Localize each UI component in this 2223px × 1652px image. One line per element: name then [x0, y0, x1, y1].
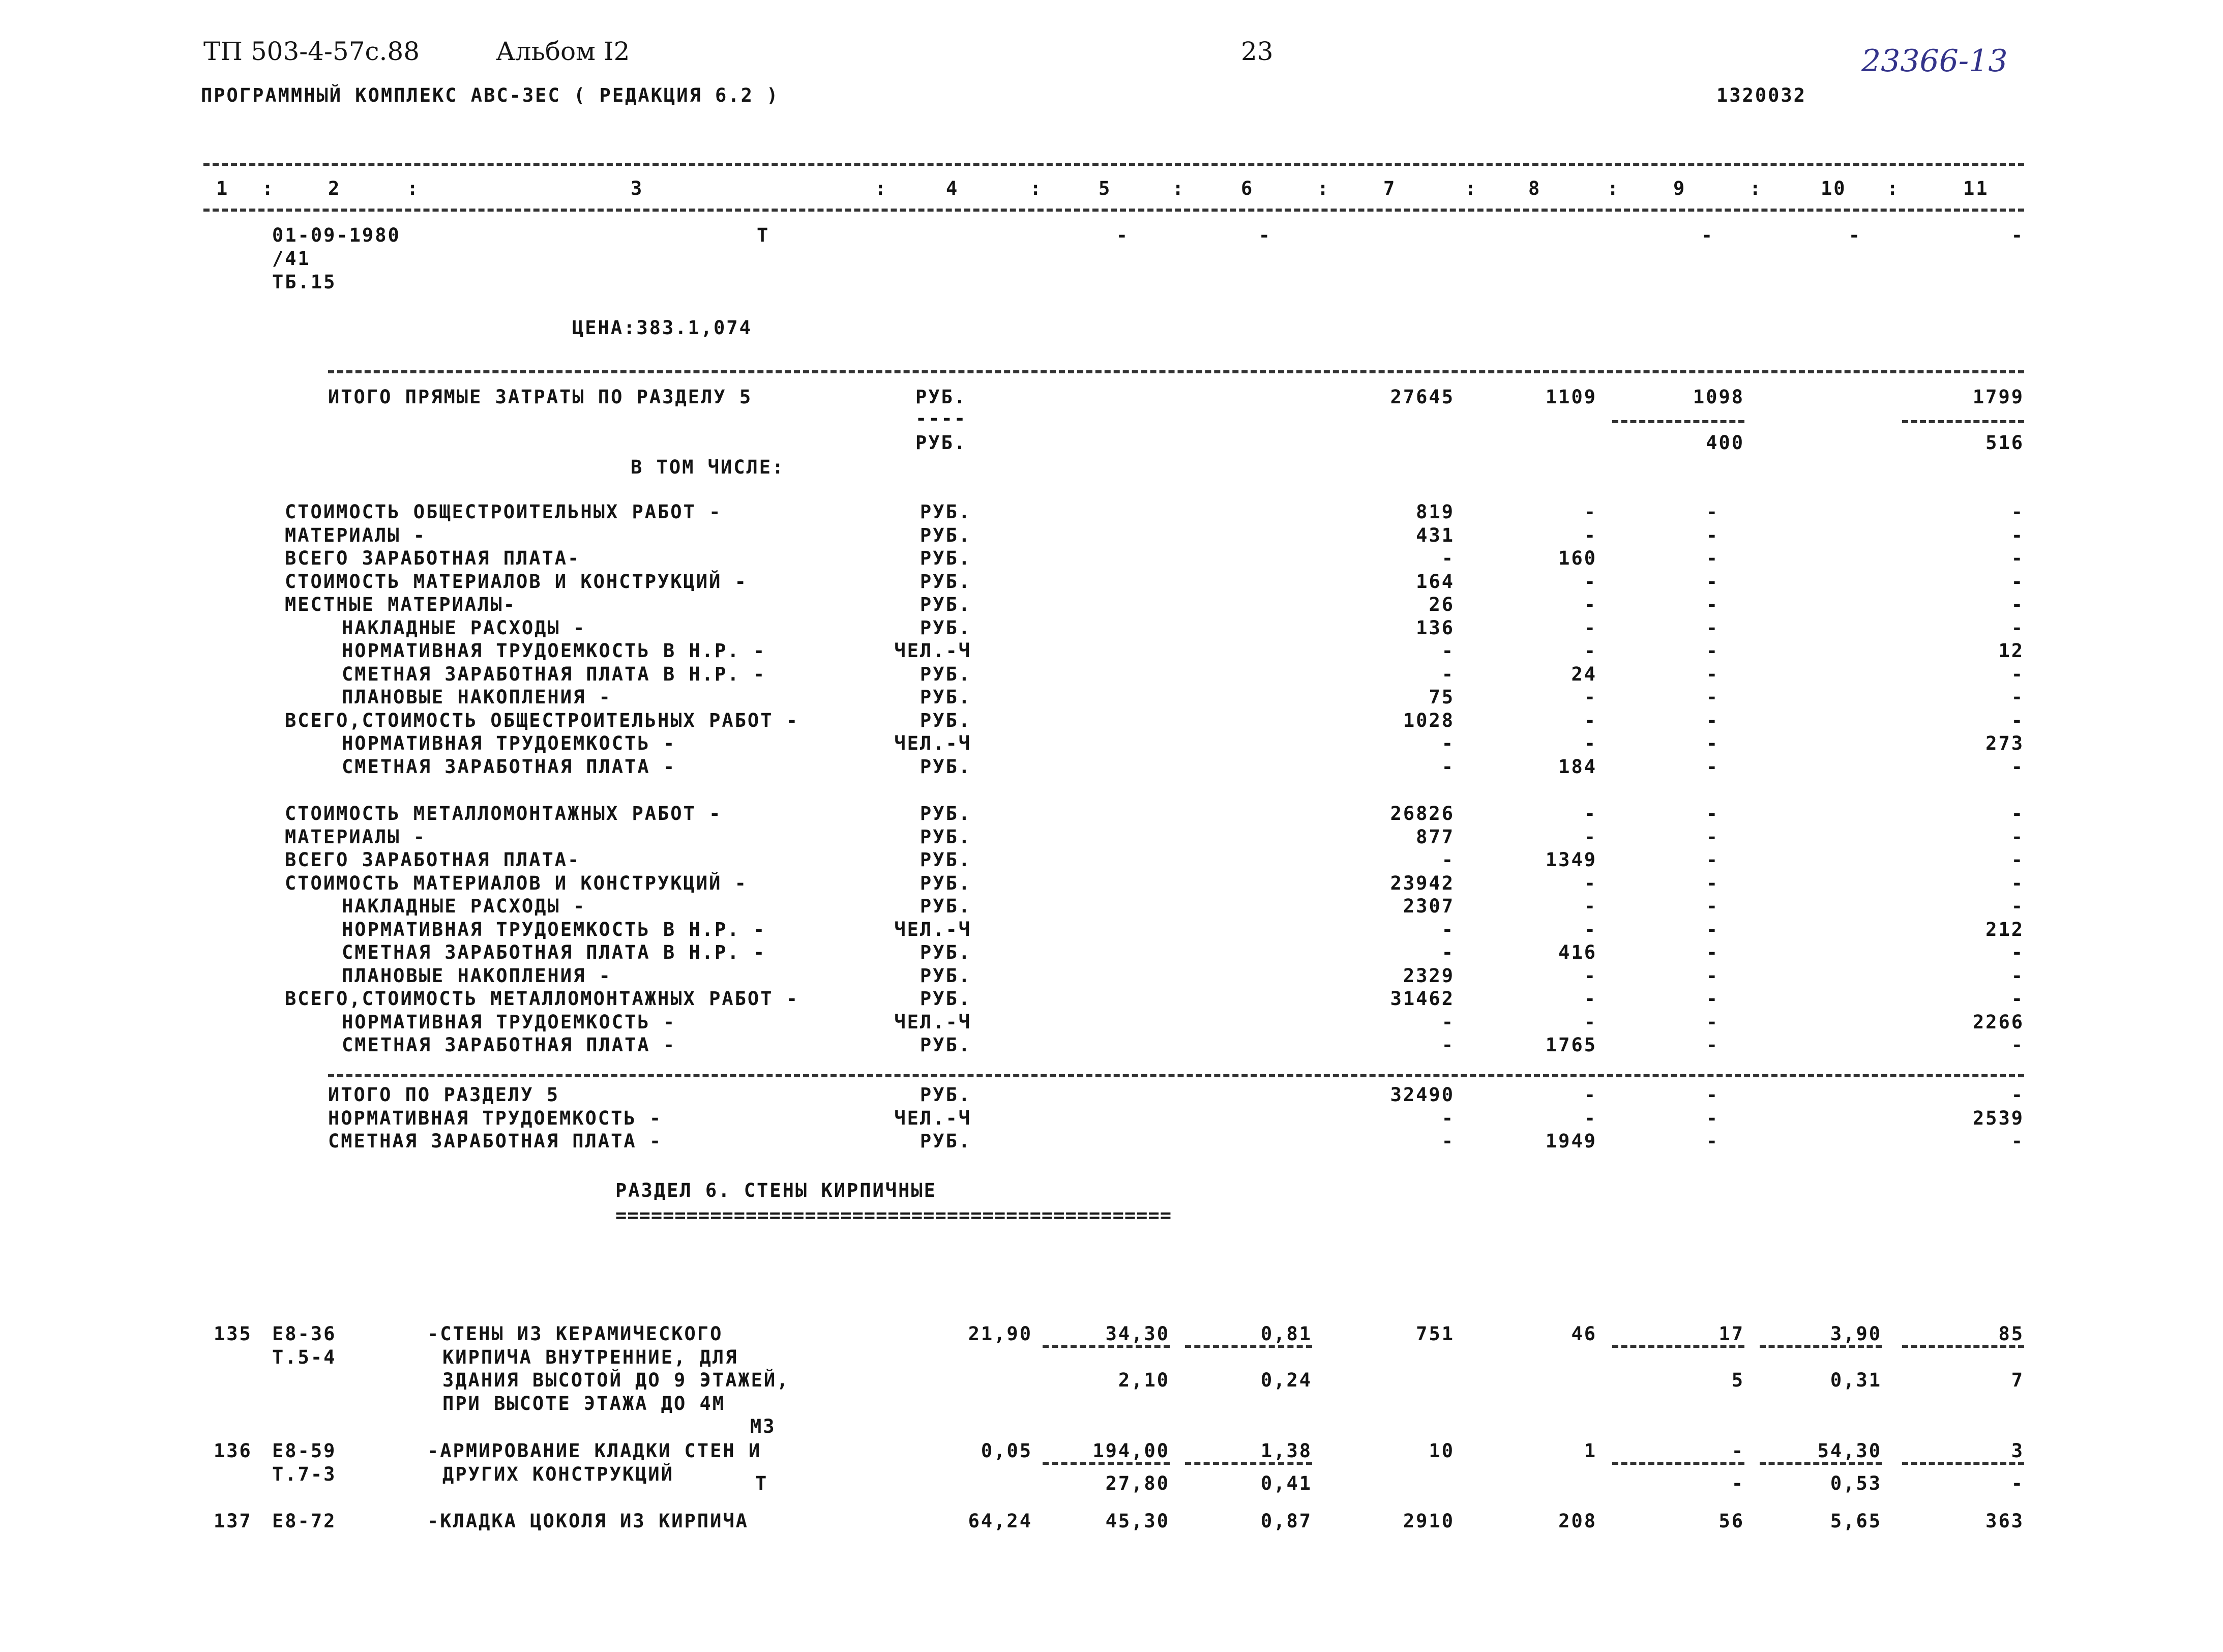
item-c9: 17 — [1718, 1323, 1744, 1345]
row-c8: - — [1584, 732, 1597, 754]
row-c9: - — [1706, 941, 1719, 963]
row-c9: - — [1706, 501, 1719, 523]
row-c11: - — [2011, 1084, 2024, 1106]
row-c8: - — [1584, 919, 1597, 940]
column-header-1: 1 — [216, 178, 229, 199]
row-c8: - — [1584, 872, 1597, 894]
column-header-4: 4 — [946, 178, 959, 199]
item-rule-c9 — [1612, 1462, 1744, 1465]
row-unit: ЧЕЛ.-Ч — [894, 1011, 971, 1033]
item-c8: 1 — [1584, 1440, 1597, 1462]
row-c11: 2539 — [1972, 1107, 2024, 1129]
item-desc-line: ПРИ ВЫСОТЕ ЭТАЖА ДО 4М — [442, 1393, 726, 1414]
row-c7: 75 — [1429, 686, 1455, 708]
row-c7: - — [1441, 919, 1455, 940]
row-c11: - — [2011, 547, 2024, 569]
row-label: СМЕТНАЯ ЗАРАБОТНАЯ ПЛАТА - — [328, 1130, 663, 1152]
row-c8: - — [1584, 501, 1597, 523]
row-c11: - — [2011, 803, 2024, 824]
row-c9: - — [1706, 1130, 1719, 1152]
row-label: ВСЕГО,СТОИМОСТЬ ОБЩЕСТРОИТЕЛЬНЫХ РАБОТ - — [285, 710, 799, 731]
total-top-rule — [328, 370, 2024, 373]
entry-c6: - — [1258, 224, 1271, 246]
row-unit: ЧЕЛ.-Ч — [894, 1107, 971, 1129]
row-c11: - — [2011, 617, 2024, 639]
row-c7: - — [1441, 849, 1455, 871]
row-c9: - — [1706, 1107, 1719, 1129]
total-direct-sub-unit: РУБ. — [915, 432, 967, 454]
row-c9: - — [1706, 756, 1719, 778]
item-c11: 363 — [1985, 1510, 2024, 1532]
row-c9: - — [1706, 803, 1719, 824]
entry-price: ЦЕНА:383.1,074 — [572, 317, 752, 339]
row-c9: - — [1706, 826, 1719, 848]
row-c11: - — [2011, 965, 2024, 987]
item-code: Е8-59 — [272, 1440, 337, 1462]
item-b5: 2,10 — [1118, 1369, 1170, 1391]
row-c7: 2307 — [1403, 895, 1455, 917]
column-header-7: 7 — [1383, 178, 1397, 199]
item-code2: Т.7-3 — [272, 1463, 337, 1485]
row-c9: - — [1706, 849, 1719, 871]
item-desc-line: -АРМИРОВАНИЕ КЛАДКИ СТЕН И — [427, 1440, 762, 1462]
item-b9: 5 — [1731, 1369, 1744, 1391]
item-c5: 34,30 — [1105, 1323, 1170, 1345]
column-header-9: 9 — [1673, 178, 1686, 199]
row-c11: - — [2011, 1130, 2024, 1152]
row-c9: - — [1706, 1084, 1719, 1106]
row-c7: 26826 — [1390, 803, 1455, 824]
row-c8: - — [1584, 686, 1597, 708]
item-c10: 3,90 — [1830, 1323, 1882, 1345]
item-rule-c6 — [1185, 1345, 1312, 1348]
program-code: 1320032 — [1716, 84, 1806, 106]
row-c11: - — [2011, 663, 2024, 685]
column-separator: : — [1030, 178, 1043, 199]
row-c7: 32490 — [1390, 1084, 1455, 1106]
column-separator: : — [1607, 178, 1620, 199]
row-c7: 819 — [1416, 501, 1455, 523]
item-c10: 5,65 — [1830, 1510, 1882, 1532]
item-b5: 27,80 — [1105, 1472, 1170, 1494]
row-c9: - — [1706, 640, 1719, 662]
row-label: НОРМАТИВНАЯ ТРУДОЕМКОСТЬ В Н.Р. - — [342, 640, 766, 662]
column-separator: : — [407, 178, 420, 199]
column-separator: : — [1750, 178, 1763, 199]
row-c8: - — [1584, 594, 1597, 615]
row-c9: - — [1706, 686, 1719, 708]
row-c11: 12 — [1998, 640, 2024, 662]
album-label: Альбом I2 — [496, 37, 630, 66]
item-b9: - — [1731, 1472, 1744, 1494]
total-direct-c11-rule — [1902, 420, 2024, 423]
row-c8: - — [1584, 803, 1597, 824]
row-label: ВСЕГО ЗАРАБОТНАЯ ПЛАТА- — [285, 849, 581, 871]
row-label: СМЕТНАЯ ЗАРАБОТНАЯ ПЛАТА - — [342, 1034, 676, 1056]
item-rule-c10 — [1760, 1462, 1882, 1465]
entry-ref2: ТБ.15 — [272, 271, 337, 293]
row-c7: - — [1441, 1011, 1455, 1033]
item-c11: 3 — [2011, 1440, 2024, 1462]
item-number: 135 — [214, 1323, 252, 1345]
item-code: Е8-36 — [272, 1323, 337, 1345]
row-unit: РУБ. — [920, 663, 971, 685]
item-rule-c10 — [1760, 1345, 1882, 1348]
row-c7: - — [1441, 1107, 1455, 1129]
item-c6: 0,87 — [1260, 1510, 1312, 1532]
row-label: СТОИМОСТЬ МЕТАЛЛОМОНТАЖНЫХ РАБОТ - — [285, 803, 722, 824]
row-c8: - — [1584, 1011, 1597, 1033]
item-unit: М3 — [750, 1415, 776, 1437]
item-rule-c9 — [1612, 1345, 1744, 1348]
item-desc-line: -КЛАДКА ЦОКОЛЯ ИЗ КИРПИЧА — [427, 1510, 749, 1532]
row-c8: - — [1584, 617, 1597, 639]
row-unit: ЧЕЛ.-Ч — [894, 640, 971, 662]
program-line: ПРОГРАММНЫЙ КОМПЛЕКС АВС-3ЕС ( РЕДАКЦИЯ 6.2 ) — [201, 84, 780, 106]
row-c8: 24 — [1571, 663, 1597, 685]
item-code2: Т.5-4 — [272, 1346, 337, 1368]
section6-title: РАЗДЕЛ 6. СТЕНЫ КИРПИЧНЫЕ — [615, 1179, 937, 1201]
row-unit: ЧЕЛ.-Ч — [894, 919, 971, 940]
row-c11: 212 — [1985, 919, 2024, 940]
row-c9: - — [1706, 732, 1719, 754]
column-header-5: 5 — [1099, 178, 1112, 199]
entry-c10: - — [1848, 224, 1861, 246]
row-c7: - — [1441, 1130, 1455, 1152]
item-b6: 0,24 — [1260, 1369, 1312, 1391]
total-direct-c8: 1109 — [1545, 386, 1597, 408]
row-c7: 2329 — [1403, 965, 1455, 987]
total-direct-c7: 27645 — [1390, 386, 1455, 408]
total-direct-c11: 1799 — [1972, 386, 2024, 408]
row-c9: - — [1706, 1034, 1719, 1056]
column-header-8: 8 — [1528, 178, 1542, 199]
item-code: Е8-72 — [272, 1510, 337, 1532]
item-desc-line: КИРПИЧА ВНУТРЕННИЕ, ДЛЯ — [442, 1346, 738, 1368]
column-separator: : — [1317, 178, 1330, 199]
row-c7: - — [1441, 547, 1455, 569]
item-c9: - — [1731, 1440, 1744, 1462]
row-c11: - — [2011, 501, 2024, 523]
column-header-10: 10 — [1821, 178, 1847, 199]
row-c7: 23942 — [1390, 872, 1455, 894]
row-label: ВСЕГО ЗАРАБОТНАЯ ПЛАТА- — [285, 547, 581, 569]
item-c4: 0,05 — [981, 1440, 1032, 1462]
row-c9: - — [1706, 919, 1719, 940]
entry-date: 01-09-1980 — [272, 224, 401, 246]
row-c11: - — [2011, 826, 2024, 848]
row-unit: РУБ. — [920, 941, 971, 963]
column-header-6: 6 — [1241, 178, 1254, 199]
item-c11: 85 — [1998, 1323, 2024, 1345]
row-c7: 164 — [1416, 571, 1455, 593]
item-rule-c11 — [1902, 1345, 2024, 1348]
row-label: СТОИМОСТЬ МАТЕРИАЛОВ И КОНСТРУКЦИЙ - — [285, 872, 748, 894]
header-bottom-rule — [203, 209, 2024, 212]
row-label: ПЛАНОВЫЕ НАКОПЛЕНИЯ - — [342, 965, 612, 987]
row-c8: 1765 — [1545, 1034, 1597, 1056]
row-label: НАКЛАДНЫЕ РАСХОДЫ - — [342, 895, 586, 917]
entry-ref1: /41 — [272, 248, 311, 270]
total-direct-c9-rule — [1612, 420, 1744, 423]
row-label: СМЕТНАЯ ЗАРАБОТНАЯ ПЛАТА - — [342, 756, 676, 778]
entry-c9: - — [1701, 224, 1714, 246]
row-unit: РУБ. — [920, 594, 971, 615]
total-direct-c9: 1098 — [1693, 386, 1744, 408]
row-c9: - — [1706, 1011, 1719, 1033]
row-c8: 160 — [1558, 547, 1597, 569]
row-label: МАТЕРИАЛЫ - — [285, 524, 427, 546]
row-c11: - — [2011, 686, 2024, 708]
row-c7: 31462 — [1390, 988, 1455, 1010]
row-c8: - — [1584, 895, 1597, 917]
item-rule-c5 — [1043, 1462, 1170, 1465]
row-c8: 416 — [1558, 941, 1597, 963]
row-c9: - — [1706, 617, 1719, 639]
item-rule-c11 — [1902, 1462, 2024, 1465]
including-label: В ТОМ ЧИСЛЕ: — [631, 456, 785, 478]
row-c7: 26 — [1429, 594, 1455, 615]
row-c9: - — [1706, 663, 1719, 685]
row-c8: - — [1584, 965, 1597, 987]
row-c11: - — [2011, 594, 2024, 615]
row-unit: РУБ. — [920, 524, 971, 546]
item-c9: 56 — [1718, 1510, 1744, 1532]
item-desc-line: -СТЕНЫ ИЗ КЕРАМИЧЕСКОГО — [427, 1323, 723, 1345]
row-unit: РУБ. — [920, 1084, 971, 1106]
row-c9: - — [1706, 571, 1719, 593]
column-header-11: 11 — [1963, 178, 1989, 199]
column-header-row — [0, 177, 2223, 200]
item-b10: 0,31 — [1830, 1369, 1882, 1391]
row-c7: - — [1441, 640, 1455, 662]
row-unit: РУБ. — [920, 571, 971, 593]
row-c9: - — [1706, 872, 1719, 894]
row-c9: - — [1706, 710, 1719, 731]
row-c8: - — [1584, 988, 1597, 1010]
row-unit: РУБ. — [920, 501, 971, 523]
row-c11: - — [2011, 941, 2024, 963]
row-label: НОРМАТИВНАЯ ТРУДОЕМКОСТЬ - — [342, 732, 676, 754]
row-unit: РУБ. — [920, 1034, 971, 1056]
row-label: ПЛАНОВЫЕ НАКОПЛЕНИЯ - — [342, 686, 612, 708]
total-direct-sub-c11: 516 — [1985, 432, 2024, 454]
row-label: НОРМАТИВНАЯ ТРУДОЕМКОСТЬ В Н.Р. - — [342, 919, 766, 940]
row-c7: - — [1441, 663, 1455, 685]
row-unit: ЧЕЛ.-Ч — [894, 732, 971, 754]
total-direct-label: ИТОГО ПРЯМЫЕ ЗАТРАТЫ ПО РАЗДЕЛУ 5 — [328, 386, 753, 408]
row-c7: 1028 — [1403, 710, 1455, 731]
entry-c11: - — [2011, 224, 2024, 246]
row-c11: - — [2011, 1034, 2024, 1056]
row-label: СМЕТНАЯ ЗАРАБОТНАЯ ПЛАТА В Н.Р. - — [342, 941, 766, 963]
row-c11: - — [2011, 756, 2024, 778]
item-b6: 0,41 — [1260, 1472, 1312, 1494]
row-c7: - — [1441, 756, 1455, 778]
row-label: СТОИМОСТЬ ОБЩЕСТРОИТЕЛЬНЫХ РАБОТ - — [285, 501, 722, 523]
row-c8: - — [1584, 571, 1597, 593]
item-b11: 7 — [2011, 1369, 2024, 1391]
row-label: МЕСТНЫЕ МАТЕРИАЛЫ- — [285, 594, 516, 615]
item-unit: Т — [755, 1472, 768, 1494]
item-c5: 194,00 — [1092, 1440, 1170, 1462]
row-c11: - — [2011, 849, 2024, 871]
column-header-2: 2 — [328, 178, 341, 199]
item-number: 136 — [214, 1440, 252, 1462]
total-direct-sub-c9: 400 — [1706, 432, 1744, 454]
row-c9: - — [1706, 594, 1719, 615]
doc-code: ТП 503-4-57с.88 — [203, 37, 420, 66]
column-separator: : — [1465, 178, 1478, 199]
row-unit: РУБ. — [920, 872, 971, 894]
header-top-rule — [203, 163, 2024, 166]
row-c7: - — [1441, 732, 1455, 754]
row-c11: - — [2011, 988, 2024, 1010]
column-separator: : — [262, 178, 275, 199]
row-c11: 273 — [1985, 732, 2024, 754]
item-c8: 46 — [1571, 1323, 1597, 1345]
row-unit: РУБ. — [920, 803, 971, 824]
total-direct-sub-dash: ---- — [915, 407, 967, 429]
section-total-top-rule — [328, 1074, 2024, 1077]
row-c8: - — [1584, 524, 1597, 546]
row-c11: - — [2011, 895, 2024, 917]
row-c11: 2266 — [1972, 1011, 2024, 1033]
row-c8: 1349 — [1545, 849, 1597, 871]
row-unit: РУБ. — [920, 756, 971, 778]
row-label: НАКЛАДНЫЕ РАСХОДЫ - — [342, 617, 586, 639]
row-c8: 1949 — [1545, 1130, 1597, 1152]
item-rule-c5 — [1043, 1345, 1170, 1348]
row-c9: - — [1706, 547, 1719, 569]
row-c11: - — [2011, 710, 2024, 731]
handwritten-stamp: 23366-13 — [1861, 43, 2008, 79]
item-c7: 10 — [1429, 1440, 1455, 1462]
row-unit: РУБ. — [920, 617, 971, 639]
item-c4: 21,90 — [968, 1323, 1032, 1345]
row-c11: - — [2011, 571, 2024, 593]
row-c11: - — [2011, 872, 2024, 894]
item-c5: 45,30 — [1105, 1510, 1170, 1532]
section6-underline: =============================================== — [615, 1204, 1172, 1226]
row-unit: РУБ. — [920, 686, 971, 708]
item-c7: 2910 — [1403, 1510, 1455, 1532]
row-c7: - — [1441, 1034, 1455, 1056]
row-c9: - — [1706, 895, 1719, 917]
row-unit: РУБ. — [920, 1130, 971, 1152]
item-c10: 54,30 — [1817, 1440, 1882, 1462]
row-c8: 184 — [1558, 756, 1597, 778]
item-b11: - — [2011, 1472, 2024, 1494]
row-label: ВСЕГО,СТОИМОСТЬ МЕТАЛЛОМОНТАЖНЫХ РАБОТ - — [285, 988, 799, 1010]
row-label: НОРМАТИВНАЯ ТРУДОЕМКОСТЬ - — [342, 1011, 676, 1033]
total-direct-unit: РУБ. — [915, 386, 967, 408]
row-c9: - — [1706, 524, 1719, 546]
entry-c5: - — [1116, 224, 1129, 246]
row-c11: - — [2011, 524, 2024, 546]
column-separator: : — [875, 178, 888, 199]
row-label: МАТЕРИАЛЫ - — [285, 826, 427, 848]
row-label: СМЕТНАЯ ЗАРАБОТНАЯ ПЛАТА В Н.Р. - — [342, 663, 766, 685]
page-number: 23 — [1241, 37, 1273, 66]
row-unit: РУБ. — [920, 710, 971, 731]
column-separator: : — [1887, 178, 1900, 199]
item-number: 137 — [214, 1510, 252, 1532]
row-c7: 431 — [1416, 524, 1455, 546]
item-desc-line: ДРУГИХ КОНСТРУКЦИЙ — [442, 1463, 674, 1485]
row-unit: РУБ. — [920, 826, 971, 848]
row-label: ИТОГО ПО РАЗДЕЛУ 5 — [328, 1084, 559, 1106]
item-c6: 0,81 — [1260, 1323, 1312, 1345]
row-c8: - — [1584, 1084, 1597, 1106]
item-c6: 1,38 — [1260, 1440, 1312, 1462]
row-c8: - — [1584, 710, 1597, 731]
row-unit: РУБ. — [920, 988, 971, 1010]
column-separator: : — [1172, 178, 1185, 199]
item-rule-c6 — [1185, 1462, 1312, 1465]
row-c7: - — [1441, 941, 1455, 963]
item-desc-line: ЗДАНИЯ ВЫСОТОЙ ДО 9 ЭТАЖЕЙ, — [442, 1369, 790, 1391]
item-c7: 751 — [1416, 1323, 1455, 1345]
row-c8: - — [1584, 826, 1597, 848]
row-unit: РУБ. — [920, 965, 971, 987]
row-unit: РУБ. — [920, 895, 971, 917]
row-c7: 136 — [1416, 617, 1455, 639]
row-c7: 877 — [1416, 826, 1455, 848]
row-c9: - — [1706, 988, 1719, 1010]
row-c8: - — [1584, 1107, 1597, 1129]
entry-unit: Т — [757, 224, 770, 246]
row-c8: - — [1584, 640, 1597, 662]
row-unit: РУБ. — [920, 849, 971, 871]
row-unit: РУБ. — [920, 547, 971, 569]
column-header-3: 3 — [631, 178, 644, 199]
item-b10: 0,53 — [1830, 1472, 1882, 1494]
row-c9: - — [1706, 965, 1719, 987]
item-c4: 64,24 — [968, 1510, 1032, 1532]
row-label: СТОИМОСТЬ МАТЕРИАЛОВ И КОНСТРУКЦИЙ - — [285, 571, 748, 593]
item-c8: 208 — [1558, 1510, 1597, 1532]
row-label: НОРМАТИВНАЯ ТРУДОЕМКОСТЬ - — [328, 1107, 663, 1129]
